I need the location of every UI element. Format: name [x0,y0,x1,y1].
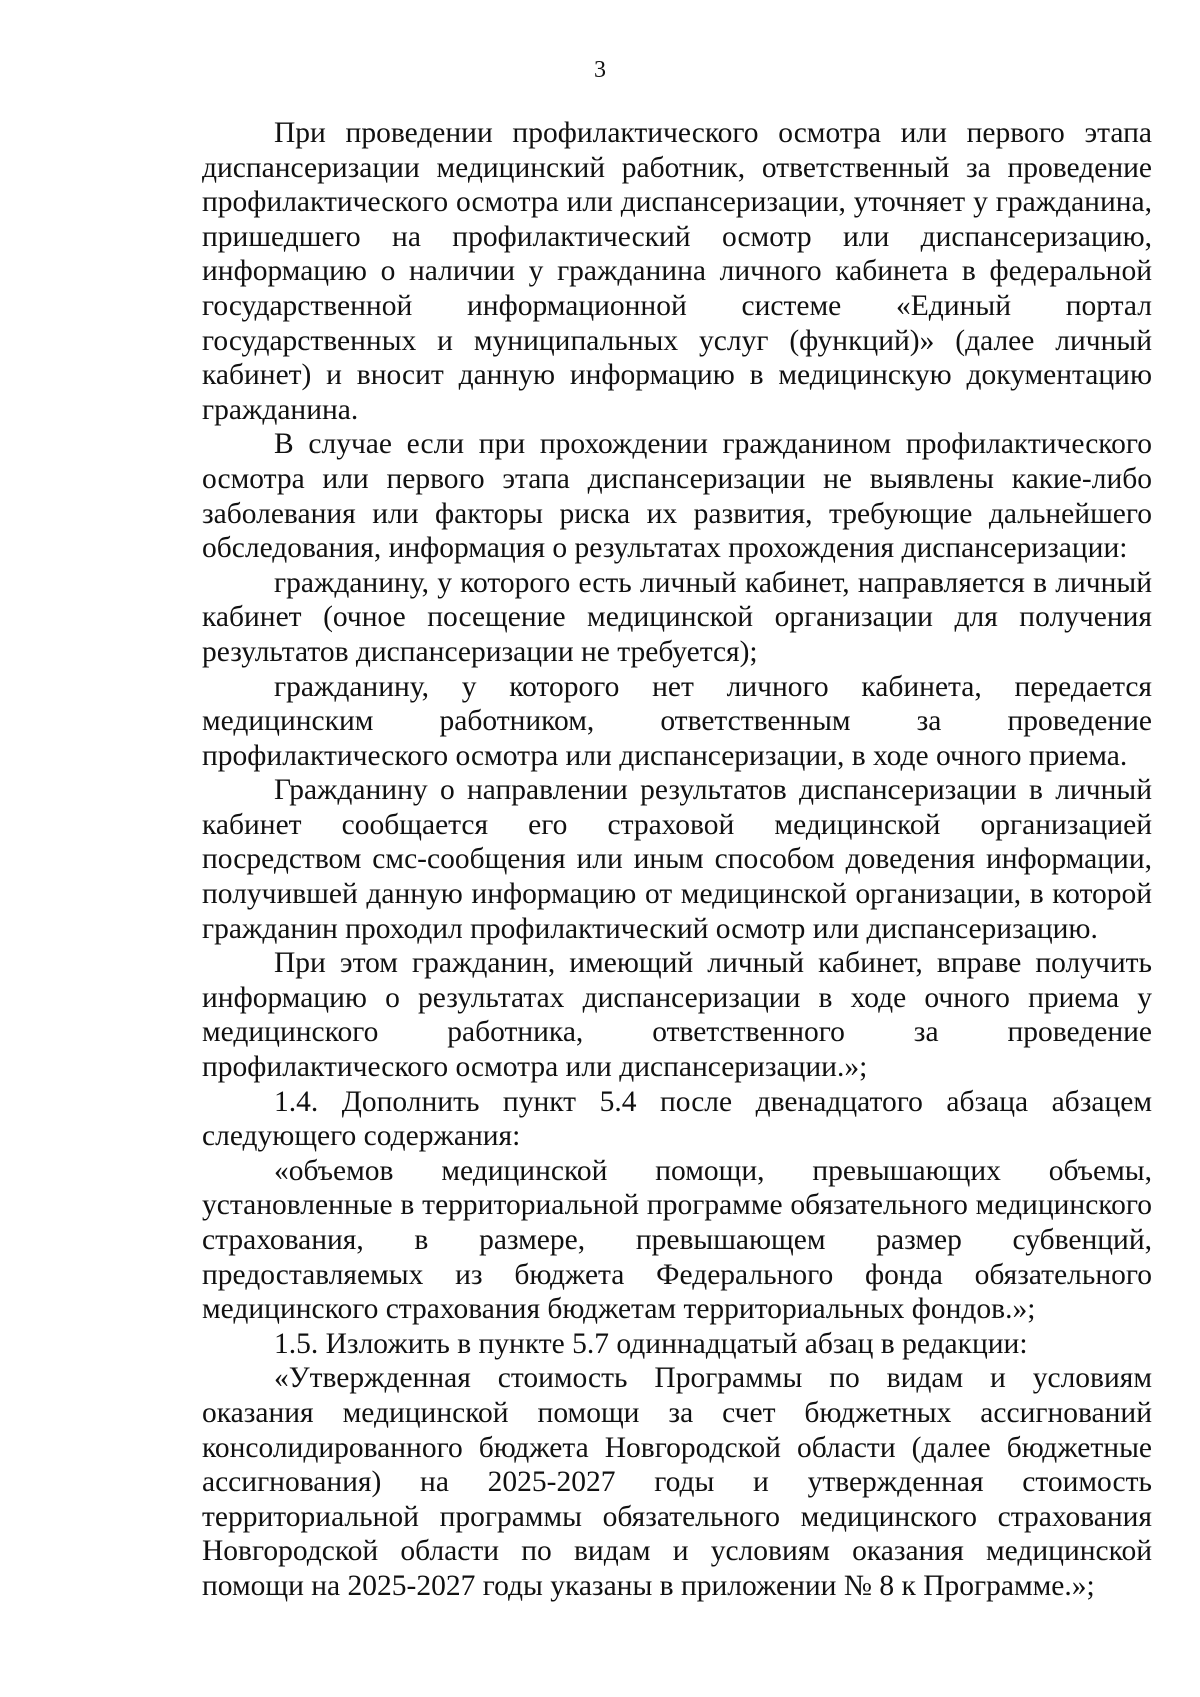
paragraph-approved-cost: «Утвержденная стоимость Программы по видам и условиям оказания медицинской помощи за счет бюджетных ассигнований консолидированного бюджета Новгородской области (далее бюджетные ассигнования) на 2025-2027 годы и утвержденная стоимость территориальной программы обязательного медицинского страхования Новгородской области по видам и условиям оказания медицинской помощи на 2025-2027 годы указаны в приложении № 8 к Программе.»; [202,1362,1152,1602]
paragraph-sms-notification: Гражданину о направлении результатов диспансеризации в личный кабинет сообщается его страховой медицинской организацией посредством смс-сообщения или иным способом доведения информации, получившей данную информацию от медицинской организации, в которой гражданин проходил профилактический осмотр или диспансеризацию. [202,774,1152,945]
paragraph-right-to-receive: При этом гражданин, имеющий личный кабинет, вправе получить информацию о результатах диспансеризации в ходе очного приема у медицинского работника, ответственного за проведение профилактического осмотра или диспансеризации.»; [202,947,1152,1084]
paragraph-without-personal-account: гражданину, у которого нет личного кабинета, передается медицинским работником, ответственным за проведение профилактического осмотра или диспансеризации, в ходе очного приема. [202,670,1152,772]
paragraph-no-diseases-case: В случае если при прохождении гражданином профилактического осмотра или первого этапа диспансеризации не выявлены какие-либо заболевания или факторы риска их развития, требующие дальнейшего обследования, информация о результатах прохождения диспансеризации: [202,428,1152,565]
paragraph-with-personal-account: гражданину, у которого есть личный кабинет, направляется в личный кабинет (очное посещение медицинской организации для получения результатов диспансеризации не требуется); [202,566,1152,668]
paragraph-preventive-exam-info: При проведении профилактического осмотра или первого этапа диспансеризации медицинский работник, ответственный за проведение профилактического осмотра или диспансеризации, уточняет у гражданина, пришедшего на профилактический осмотр или диспансеризацию, информацию о наличии у гражданина личного кабинета в федеральной государственной информационной системе «Единый портал государственных и муниципальных услуг (функций)» (далее личный кабинет) и вносит данную информацию в медицинскую документацию гражданина. [202,117,1152,426]
document-body [202,116,1152,1604]
paragraph-item-1-4: 1.4. Дополнить пункт 5.4 после двенадцатого абзаца абзацем следующего содержания: [202,1085,1152,1153]
page-number: 3 [594,57,606,83]
paragraph-medical-care-volumes: «объемов медицинской помощи, превышающих объемы, установленные в территориальной программе обязательного медицинского страхования, в размере, превышающем размер субвенций, предоставляемых из бюджета Федерального фонда обязательного медицинского страхования бюджетам территориальных фондов.»; [202,1154,1152,1326]
paragraph-item-1-5: 1.5. Изложить в пункте 5.7 одиннадцатый абзац в редакции: [274,1327,1028,1360]
